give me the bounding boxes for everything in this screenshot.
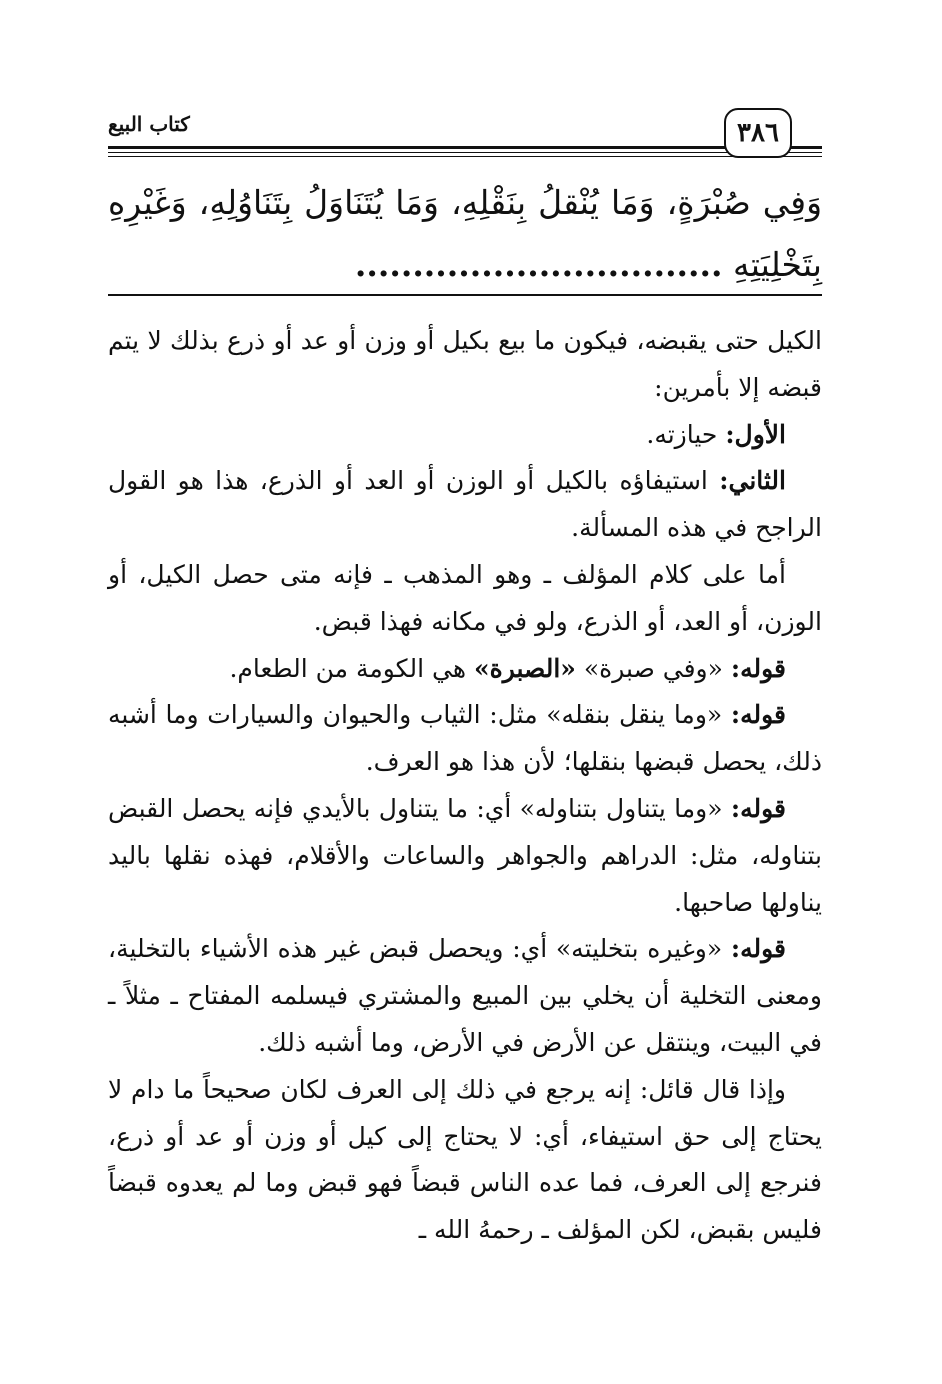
header-rule-thin (108, 152, 822, 153)
explanation-text: «وما يتناول بتناوله» أي: ما يتناول بالأيدي فإنه يحصل القبض بتناوله، مثل: الدراهم والجواهر والساعات والأقلام، فهذه نقلها باليد يناولها صاحبها. (108, 793, 822, 917)
commentary-paragraph: الكيل حتى يقبضه، فيكون ما بيع بكيل أو وزن أو عد أو ذرع بذلك لا يتم قبضه إلا بأمرين: (108, 326, 822, 402)
commentary-paragraph: أما على كلام المؤلف ـ وهو المذهب ـ فإنه متى حصل الكيل، أو الوزن، أو العد، أو الذرع، ولو في مكانه فهذا قبض. (108, 559, 822, 636)
commentary (108, 318, 822, 1254)
commentary-paragraph (108, 786, 822, 926)
matn-dots: ................................ (354, 245, 723, 284)
matn-text (108, 172, 822, 296)
page-header (108, 108, 822, 168)
commentary-paragraph (108, 926, 822, 1066)
page-number: ٣٨٦ (724, 108, 792, 158)
quote-text: «وفي صبرة» (575, 653, 731, 683)
point-label: الثاني: (719, 466, 786, 496)
explanation-text: «وما ينقل بنقله» مثل: الثياب والحيوان والسيارات وما أشبه ذلك، يحصل قبضها بنقلها؛ لأن هذا هو العرف. (108, 700, 822, 777)
commentary-paragraph (108, 412, 822, 459)
qawluh-label: قوله: (730, 934, 786, 964)
qawluh-label: قوله: (730, 653, 786, 683)
explanation-text: «وغيره بتخليته» أي: ويحصل قبض غير هذه الأشياء بالتخلية، ومعنى التخلية أن يخلي بين المبيع والمشتري فيسلمه المفتاح ـ مثلاً ـ في البيت، وينتقل عن الأرض في الأرض، وما أشبه ذلك. (108, 934, 822, 1057)
commentary-paragraph (108, 692, 822, 786)
header-rule-thick (108, 146, 822, 149)
commentary-paragraph (108, 646, 822, 693)
commentary-paragraph: وإذا قال قائل: إنه يرجع في ذلك إلى العرف لكان صحيحاً ما دام لا يحتاج إلى حق استيفاء، أي: لا يحتاج إلى كيل أو وزن أو عد أو ذرع، فنرجع إلى العرف، فما عده الناس قبضاً فهو قبض وما لم يعدوه قبضاً فليس بقبض، لكن المؤلف ـ رحمهُ الله ـ (108, 1074, 822, 1245)
point-text: استيفاؤه بالكيل أو الوزن أو العد أو الذرع، هذا هو القول الراجح في هذه المسألة. (108, 466, 822, 543)
point-label: الأول: (725, 419, 786, 449)
point-text: حيازته. (646, 419, 726, 449)
commentary-paragraph (108, 458, 822, 552)
qawluh-label: قوله: (730, 700, 786, 730)
matn-separator (108, 294, 822, 296)
qawluh-label: قوله: (730, 793, 786, 823)
book-title: كتاب البيع (108, 112, 190, 136)
explanation-text: هي الكومة من الطعام. (229, 653, 474, 683)
term-bold: «الصبرة» (473, 653, 576, 683)
header-rule-thin-2 (108, 156, 822, 157)
matn-body: وَفِي صُبْرَةٍ، وَمَا يُنْقلُ بِنَقْلِهِ، وَمَا يُتَنَاوَلُ بِتَنَاوُلِهِ، وَغَيْرِهِ بِتَخْلِيَتِهِ (108, 183, 822, 284)
